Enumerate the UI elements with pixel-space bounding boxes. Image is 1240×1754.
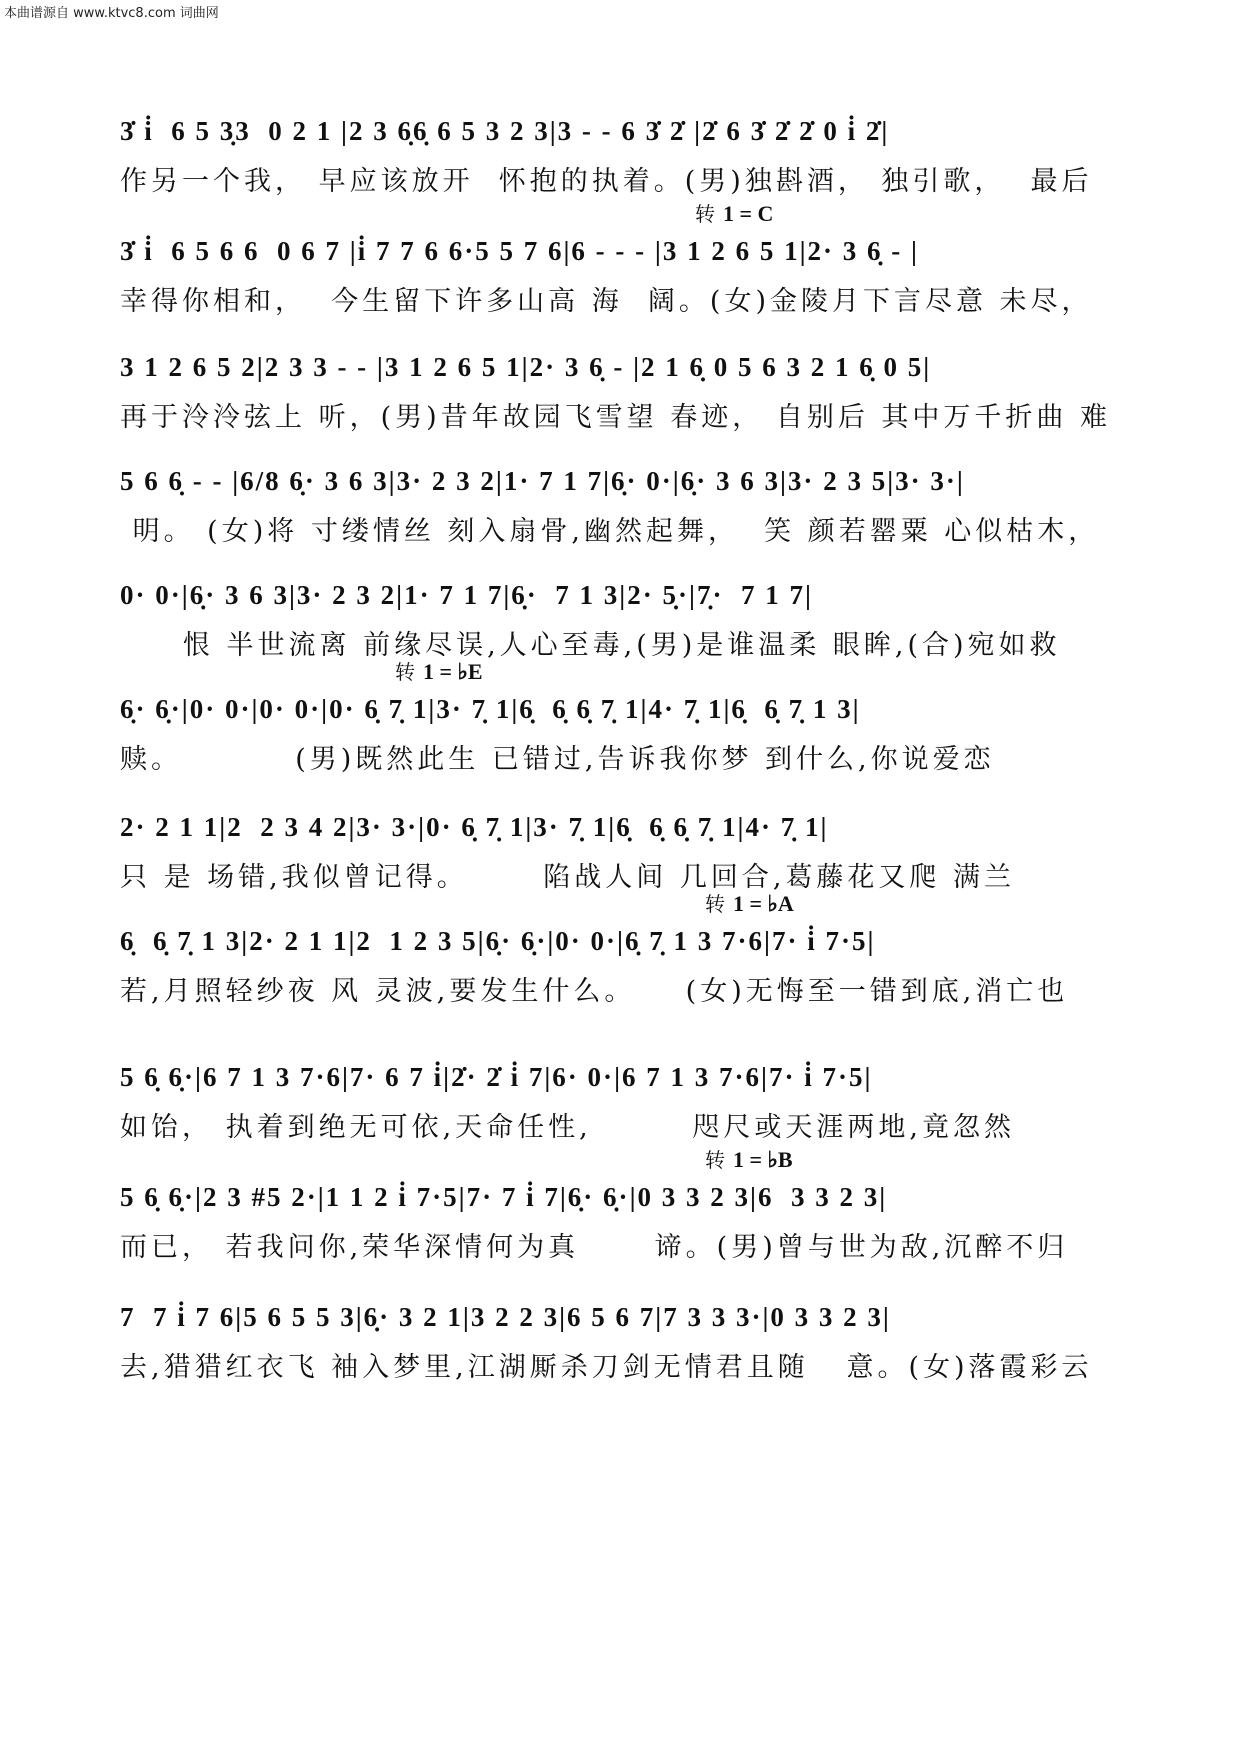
score-system (120, 1302, 1125, 1384)
notation-line: 2· 2 1 1|2 2 3 4 2|3· 3·|0· 6̣ 7̣ 1|3· 7̣ 1|6̣ 6̣ 6̣ 7̣ 1|4· 7̣ 1| (120, 812, 829, 842)
notation-line: 5 6̣ 6̣·|2 3 #5 2·|1 1 2 i̇ 7·5|7· 7 i̇ 7|6̣· 6̣·|0 3 3 2 3|6 3 3 2 3| (120, 1182, 888, 1212)
source-watermark: 本曲谱源自 www.ktvc8.com 词曲网 (4, 6, 219, 21)
key-signature: 1 = ♭A (733, 891, 794, 916)
modulation-label: 转 (705, 1148, 725, 1172)
lyrics-line: 如饴， 执着到绝无可依,天命任性, 咫尺或天涯两地,竟忽然 (120, 1112, 1015, 1143)
lyrics-line: 作另一个我， 早应该放开 怀抱的执着。(男)独斟酒， 独引歌， 最后 (120, 166, 1093, 197)
modulation-label: 转 (695, 202, 715, 226)
key-signature: 1 = C (723, 201, 774, 226)
notation-line: 3̇ i̇ 6 5 6 6 0 6 7 |i̇ 7 7 6 6·5 5 7 6|6 - - - |3 1 2 6 5 1|2· 3 6̣ - | (120, 236, 919, 266)
lyrics-line: 明。 (女)将 寸缕情丝 刻入扇骨,幽然起舞， 笑 颜若罂粟 心似枯木， (120, 516, 1100, 547)
score-system (120, 812, 1125, 894)
notation-line: 5 6̣ 6̣·|6 7 1 3 7·6|7· 6 7 i̇|2̇· 2̇ i̇ 7|6· 0·|6 7 1 3 7·6|7· i̇ 7·5| (120, 1062, 873, 1092)
score-system (120, 580, 1125, 662)
lyrics-line: 赎。 (男)既然此生 已错过,告诉我你梦 到什么,你说爱恋 (120, 744, 995, 775)
score-system (120, 201, 1125, 318)
key-change-marker (705, 888, 794, 917)
score-system (120, 659, 1125, 776)
score-system (120, 466, 1125, 548)
key-change-marker (695, 198, 773, 227)
key-signature: 1 = ♭E (423, 659, 483, 684)
notation-line: 7 7 i̇ 7 6|5 6 5 5 3|6̣· 3 2 1|3 2 2 3|6 5 6 7|7 3 3 3·|0 3 3 2 3| (120, 1302, 891, 1332)
lyrics-line: 恨 半世流离 前缘尽误,人心至毒,(男)是谁温柔 眼眸,(合)宛如救 (120, 630, 1061, 661)
lyrics-line: 只 是 场错,我似曾记得。 陷战人间 几回合,葛藤花又爬 满兰 (120, 862, 1015, 893)
score-system (120, 352, 1125, 434)
score-system (120, 891, 1125, 1008)
notation-line: 6̣· 6̣·|0· 0·|0· 0·|0· 6̣ 7̣ 1|3· 7̣ 1|6̣ 6̣ 6̣ 7̣ 1|4· 7̣ 1|6̣ 6̣ 7̣ 1 3| (120, 694, 861, 724)
key-change-marker (395, 656, 483, 685)
lyrics-line: 若,月照轻纱夜 风 灵波,要发生什么。 (女)无悔至一错到底,消亡也 (120, 976, 1069, 1007)
key-change-marker (705, 1144, 793, 1173)
notation-line: 0· 0·|6̣· 3 6 3|3· 2 3 2|1· 7 1 7|6̣· 7 1 3|2· 5̣·|7̣· 7 1 7| (120, 580, 813, 610)
notation-line: 5 6 6̣ - - |6/8 6̣· 3 6 3|3· 2 3 2|1· 7 1 7|6̣· 0·|6̣· 3 6 3|3· 2 3 5|3· 3·| (120, 466, 965, 496)
lyrics-line: 幸得你相和， 今生留下许多山高 海 阔。(女)金陵月下言尽意 未尽， (120, 286, 1093, 317)
score-system (120, 1147, 1125, 1264)
modulation-label: 转 (705, 892, 725, 916)
score-system (120, 1062, 1125, 1144)
notation-line: 3̇ i̇ 6 5 3̣3 0 2 1 |2 3 6̣6̣ 6 5 3 2 3|3 - - 6 3̇ 2̇ |2̇ 6 3̇ 2̇ 2̇ 0 i̇ 2̇| (120, 116, 890, 146)
score-system (120, 116, 1125, 198)
lyrics-line: 去,猎猎红衣飞 袖入梦里,江湖厮杀刀剑无情君且随 意。(女)落霞彩云 (120, 1352, 1093, 1383)
lyrics-line: 而已， 若我问你,荣华深情何为真 谛。(男)曾与世为敌,沉醉不归 (120, 1232, 1069, 1263)
modulation-label: 转 (395, 660, 415, 684)
key-signature: 1 = ♭B (733, 1147, 793, 1172)
notation-line: 6̣ 6̣ 7̣ 1 3|2· 2 1 1|2 1 2 3 5|6̣· 6̣·|0· 0·|6̣ 7̣ 1 3 7·6|7· i̇ 7·5| (120, 926, 876, 956)
notation-line: 3 1 2 6 5 2|2 3 3 - - |3 1 2 6 5 1|2· 3 6̣ - |2 1 6̣ 0 5 6 3 2 1 6̣ 0 5| (120, 352, 932, 382)
lyrics-line: 再于泠泠弦上 听，(男)昔年故园飞雪望 春迹， 自别后 其中万千折曲 难 (120, 402, 1111, 433)
